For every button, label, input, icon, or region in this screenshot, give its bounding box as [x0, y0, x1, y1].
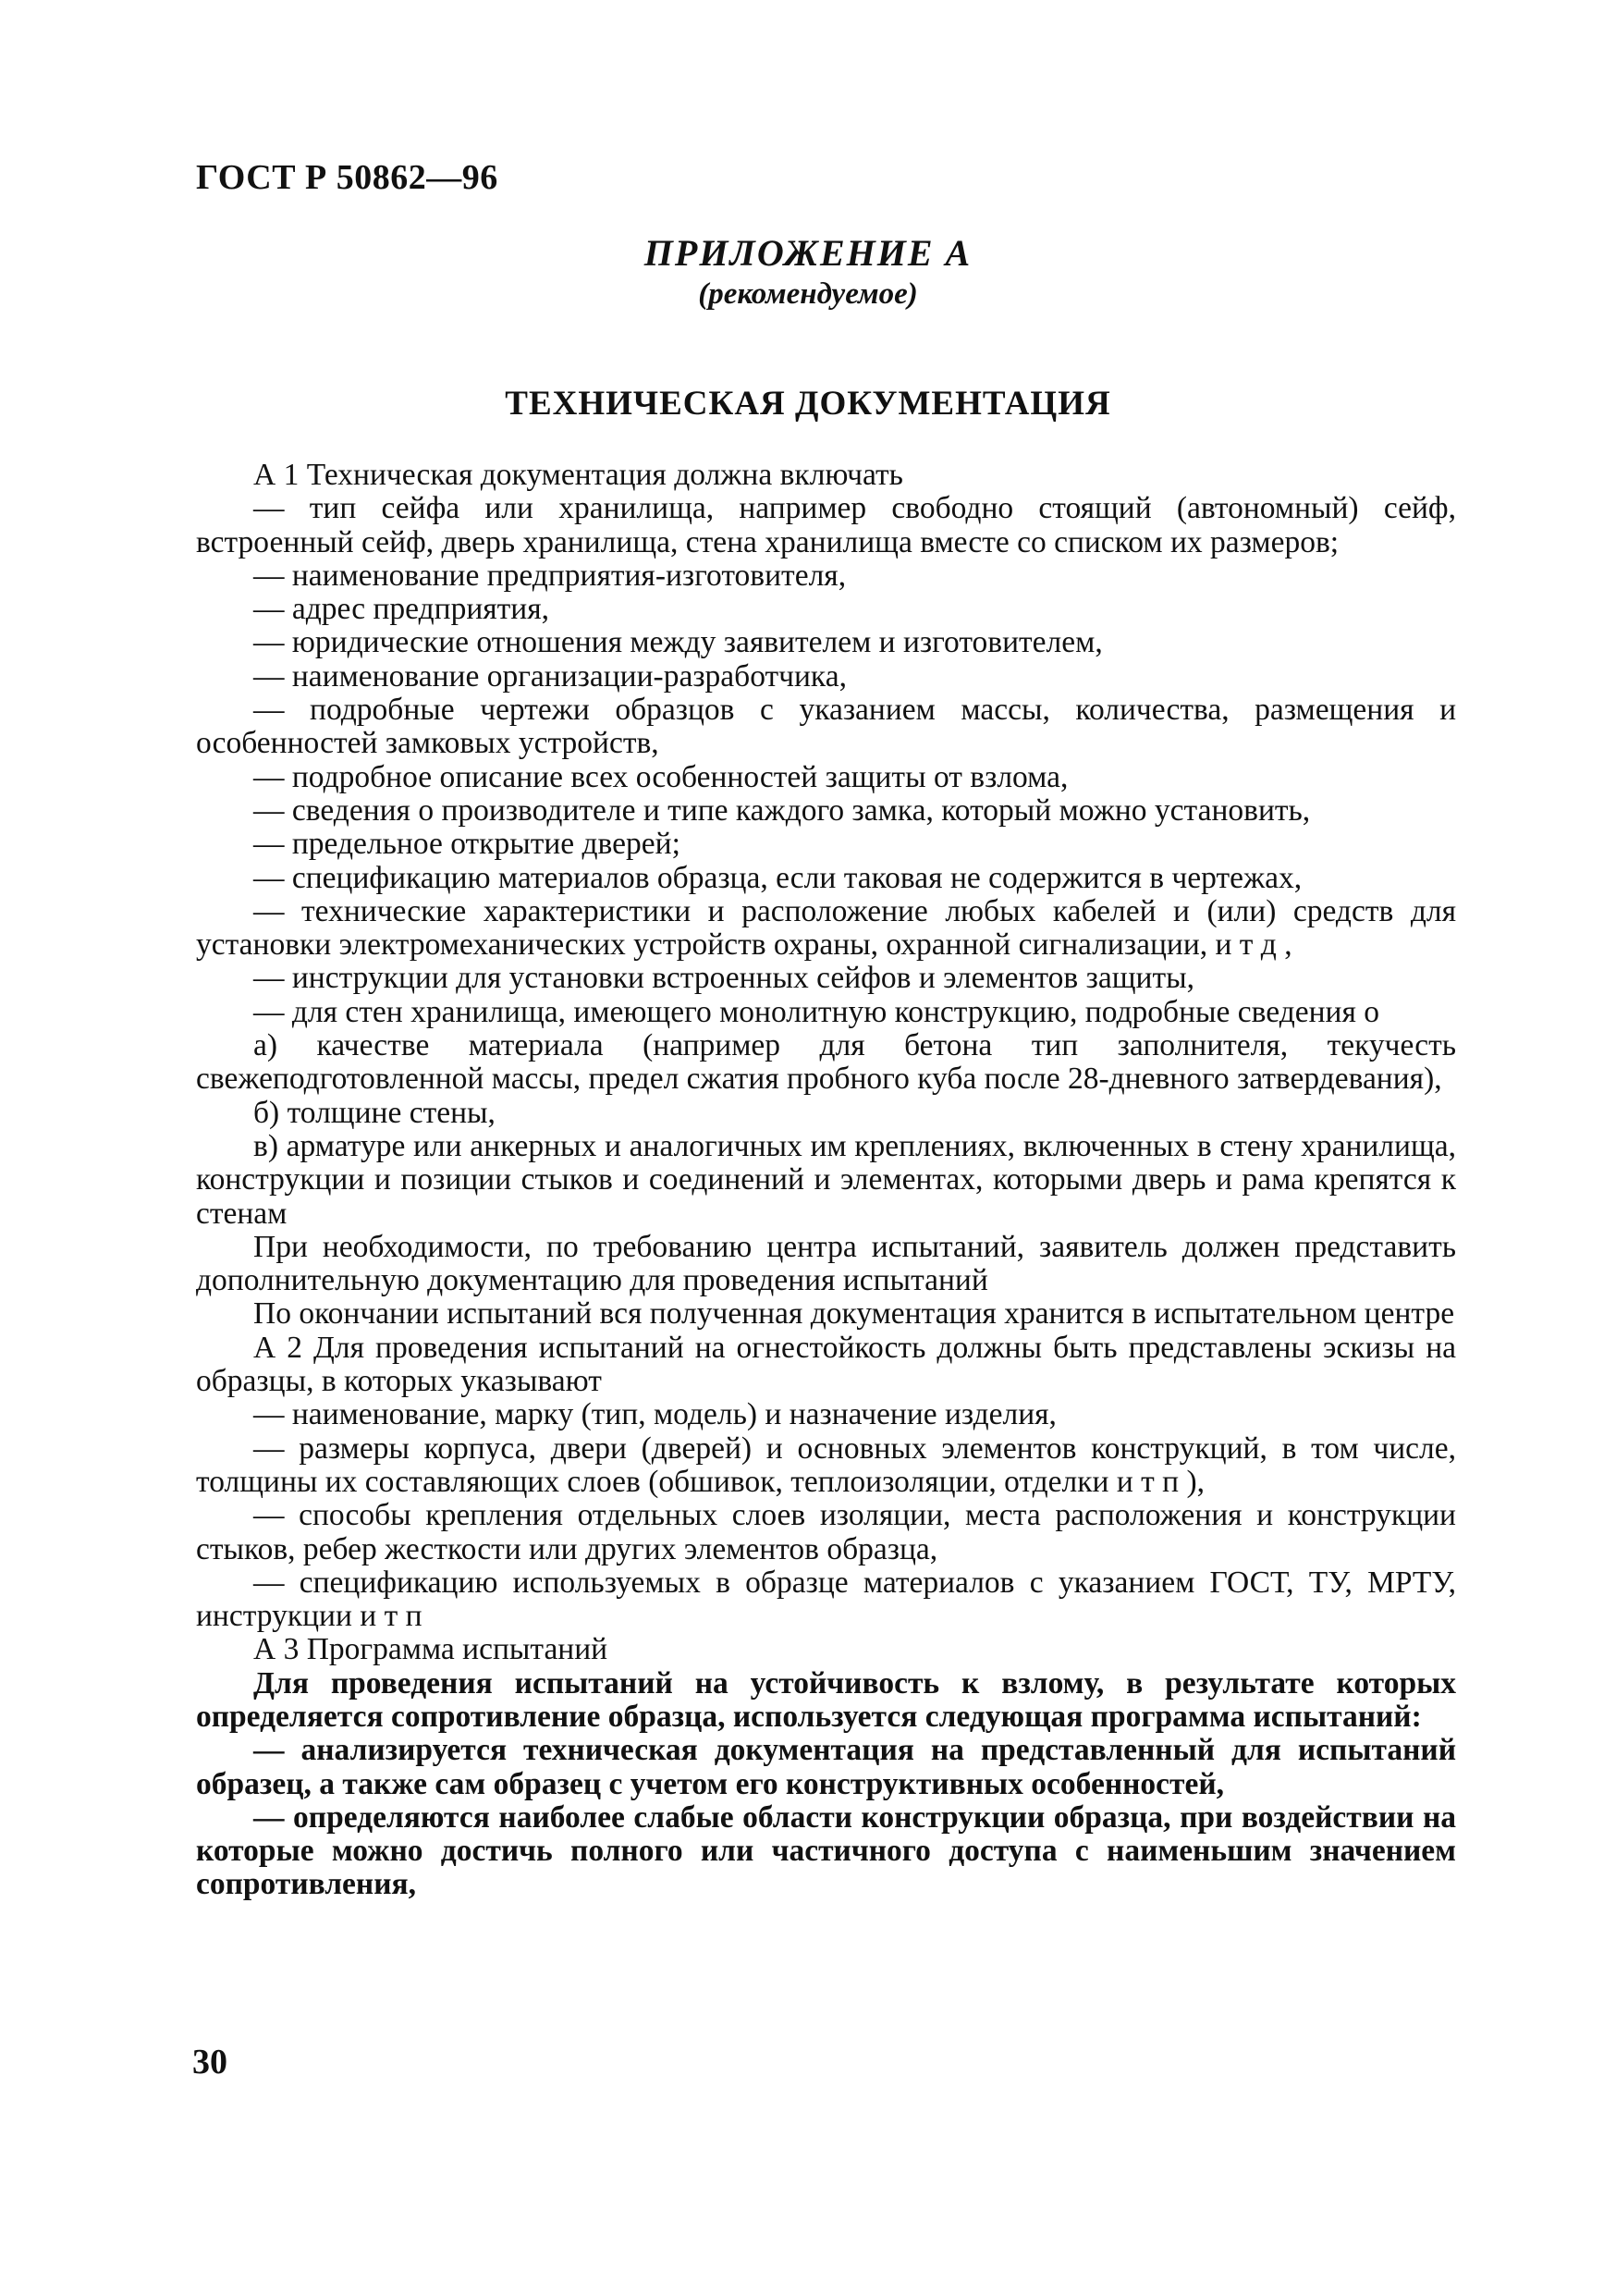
paragraph: — наименование предприятия-изготовителя,: [253, 558, 847, 593]
appendix-status: (рекомендуемое): [698, 277, 918, 311]
paragraph: При необходимости, по требованию центра испытаний, заявитель должен представить дополнительную документацию для проведения испытаний: [196, 1229, 1456, 1298]
paragraph: Для проведения испытаний на устойчивость к взлому, в результате которых определяется сопротивление образца, используется следующая программа испытаний:: [196, 1665, 1456, 1734]
paragraph: — предельное открытие дверей;: [253, 827, 680, 862]
page-number: 30: [192, 2043, 227, 2081]
paragraph: — подробные чертежи образцов с указанием массы, количества, размещения и особенностей замковых устройств,: [196, 693, 1456, 761]
paragraph: в) арматуре или анкерных и аналогичных им креплениях, включенных в стену хранилища, конструкции и позиции стыков и соединений и элементах, которыми дверь и рама крепятся к стенам: [196, 1128, 1456, 1231]
paragraph: — юридические отношения между заявителем и изготовителем,: [253, 625, 1103, 660]
appendix-title: ПРИЛОЖЕНИЕ А: [643, 232, 973, 274]
document-code: ГОСТ Р 50862—96: [196, 158, 498, 197]
paragraph: — наименование, марку (тип, модель) и назначение изделия,: [253, 1397, 1057, 1432]
paragraph: а) качестве материала (например для бетона тип заполнителя, текучесть свежеподготовленной массы, предел сжатия пробного куба после 28-дневного затвердевания),: [196, 1028, 1456, 1097]
paragraph: А 2 Для проведения испытаний на огнестойкость должны быть представлены эскизы на образцы, в которых указывают: [196, 1330, 1456, 1399]
paragraph: — инструкции для установки встроенных сейфов и элементов защиты,: [253, 961, 1194, 996]
paragraph: А 1 Техническая документация должна включать: [253, 458, 903, 492]
paragraph: — определяются наиболее слабые области конструкции образца, при воздействии на которые можно достичь полного или частичного доступа с наименьшим значением сопротивления,: [196, 1799, 1456, 1902]
paragraph: — технические характеристики и расположение любых кабелей и (или) средств для установки электромеханических устройств охраны, охранной сигнализации, и т д ,: [196, 893, 1456, 963]
paragraph: — спецификацию используемых в образце материалов с указанием ГОСТ, ТУ, МРТУ, инструкции и т п: [196, 1565, 1456, 1634]
paragraph: — наименование организации-разработчика,: [253, 658, 847, 694]
paragraph: — подробное описание всех особенностей защиты от взлома,: [253, 759, 1069, 794]
paragraph: А 3 Программа испытаний: [253, 1632, 608, 1667]
body-text: [196, 459, 1456, 1902]
paragraph: б) толщине стены,: [253, 1095, 496, 1130]
paragraph: — анализируется техническая документация на представленный для испытаний образец, а также сам образец с учетом его конструктивных особенностей,: [196, 1733, 1456, 1801]
paragraph: — размеры корпуса, двери (дверей) и основных элементов конструкций, в том числе, толщины их составляющих слоев (обшивок, теплоизоляции, отделки и т п ),: [196, 1430, 1456, 1499]
paragraph: — способы крепления отдельных слоев изоляции, места расположения и конструкции стыков, ребер жесткости или других элементов образца,: [196, 1498, 1456, 1566]
paragraph: — для стен хранилища, имеющего монолитную конструкцию, подробные сведения о: [253, 994, 1379, 1029]
paragraph: По окончании испытаний вся полученная документация хранится в испытательном центре: [253, 1296, 1455, 1332]
section-heading: ТЕХНИЧЕСКАЯ ДОКУМЕНТАЦИЯ: [505, 385, 1111, 423]
paragraph: — сведения о производителе и типе каждого замка, который можно установить,: [253, 792, 1311, 828]
paragraph: — адрес предприятия,: [253, 592, 550, 627]
paragraph: — спецификацию материалов образца, если таковая не содержится в чертежах,: [253, 860, 1303, 895]
paragraph: — тип сейфа или хранилища, например свободно стоящий (автономный) сейф, встроенный сейф, дверь хранилища, стена хранилища вместе со списком их размеров;: [196, 491, 1456, 559]
